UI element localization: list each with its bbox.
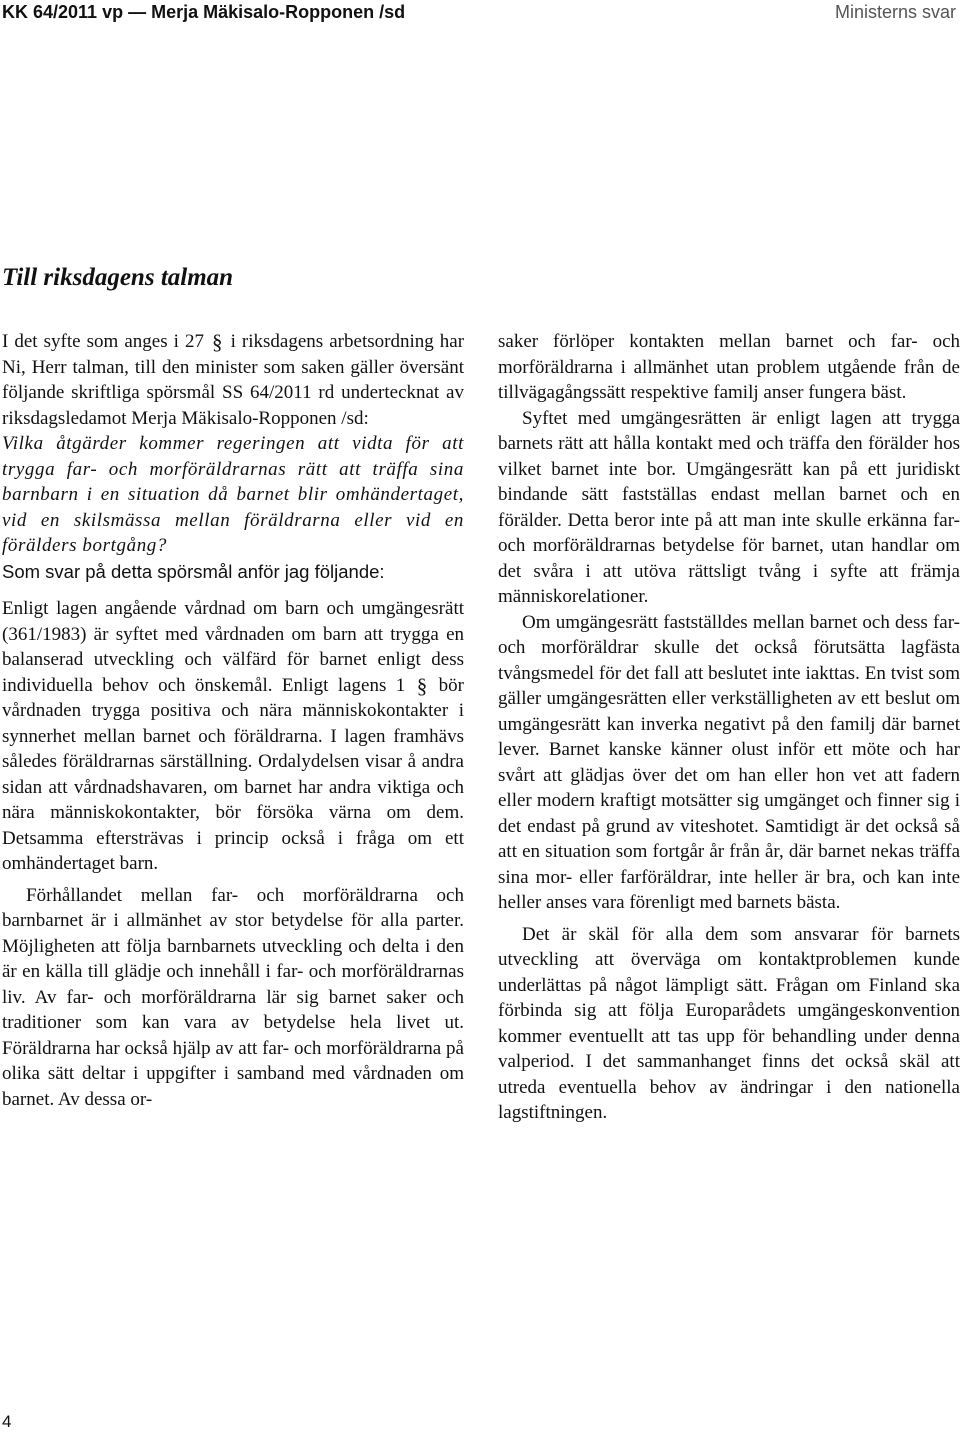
para1-text-start: Enligt lagen angående vårdnad om barn och umgängesrätt (361/1983) är syftet med vårdnaden om barn att trygga en balanserad utveckling och välfärd för barnet enligt dess individuella behov och önskemål. Enligt lagens 1	[2, 598, 464, 696]
page-header	[0, 0, 960, 40]
body-paragraph-5: Det är skäl för alla dem som ansvarar för barnets utveckling att överväga om kontaktproblemen kunde underlättas på något lämpligt sätt. Frågan om Finland ska förbinda sig att följa Europarådets umgängeskonvention kommer eventuellt att tas upp för behandling under denna valperiod. I det sammanhanget finns det också skäl att utreda eventuella behov av ändringar i den nationella lagstiftningen.	[498, 923, 960, 1123]
header-section-label: Ministerns svar	[834, 2, 956, 22]
page-title: Till riksdagens talman	[2, 264, 234, 291]
page-number: 4	[2, 1412, 12, 1431]
answer-intro: Som svar på detta spörsmål anför jag följande:	[2, 560, 385, 582]
paragraph-sign-icon: §	[416, 673, 428, 698]
intro-text-end: i riksdagens arbetsordning har Ni, Herr talman, till den minister som saken gäller översänt följande skriftliga spörsmål SS 64/2011 rd undertecknat av riksdagsledamot Merja Mäkisalo-Ropponen /sd:	[2, 331, 465, 429]
body-paragraph-2: Förhållandet mellan far- och morföräldrarna och barnbarnet är i allmänhet av stor betydelse för alla parter. Möjligheten att följa barnbarnets utveckling och delta i den är en källa till glädje och innehåll i far- och morföräldrarnas liv. Av far- och morföräldrarna lär sig barnet saker och traditioner som kan vara av betydelse hela livet ut. Föräldrarna har också hjälp av att far- och morföräldrarna på olika sätt deltar i uppgifter i samband med vårdnaden om barnet. Av dessa or-	[2, 884, 464, 1110]
body-paragraph-continuation: saker förlöper kontakten mellan barnet och far- och morföräldrarna i allmänhet utan problem utgående från de tillvägagångssätt respektive familj anser fungera bäst.	[498, 331, 960, 403]
body-paragraph-4: Om umgängesrätt fastställdes mellan barnet och dess far- och morföräldrar skulle det också förutsätta lagfästa tvångsmedel för det fall att beslutet inte iakttas. En tvist som gäller umgängesrätten eller verkställigheten av ett beslut om umgängesrätt kan inverka negativt på den familj där barnet lever. Barnet kanske känner olust inför ett möte och har svårt att glädjas över det om han eller hon vet att fadern eller modern kraftigt motsätter sig umgänget och finner sig i det endast på grund av viteshotet. Samtidigt är det också så att en situation som fortgår år från år, där barnet nekas träffa sina mor- eller farföräldrar, inte heller är bra, och kan inte heller anses vara förenligt med barnets bästa.	[498, 611, 960, 913]
intro-text-start: I det syfte som anges i 27	[2, 331, 204, 352]
right-column	[498, 329, 960, 1126]
question-quote: Vilka åtgärder kommer regeringen att vidta för att trygga far- och morföräldrarnas rätt att träffa sina barnbarn i en situation då barnet blir omhändertaget, vid en skilsmässa mellan föräldrarna eller vid en förälders bortgång?	[2, 433, 464, 556]
para1-text-end: bör vårdnaden trygga positiva och nära människokontakter i synnerhet mellan barnet och föräldrarna. I lagen framhävs således föräldrarnas särställning. Ordalydelsen visar å andra sidan att vårdnadshavaren, om barnet har andra viktiga och nära människokontakter, bör försöka värna om dem. Detsamma eftersträvas i princip också i fråga om ett omhändertaget barn.	[2, 674, 464, 874]
left-column	[2, 329, 464, 1112]
body-paragraph-3: Syftet med umgängesrätten är enligt lagen att trygga barnets rätt att hålla kontakt med och träffa den förälder hos vilket barnet inte bor. Umgängesrätt kan på ett juridiskt bindande sätt fastställas endast mellan barnet och en förälder. Detta beror inte på att man inte skulle erkänna far- och morföräldrarnas betydelse för barnet, utan handlar om det svåra i att utöva rättsligt tvång i syfte att främja människorelationer.	[498, 407, 960, 607]
header-document-reference: KK 64/2011 vp — Merja Mäkisalo-Ropponen /sd	[2, 2, 406, 22]
paragraph-sign-icon: §	[212, 330, 223, 354]
intro-paragraph	[2, 329, 464, 431]
body-paragraph-1	[2, 596, 464, 877]
